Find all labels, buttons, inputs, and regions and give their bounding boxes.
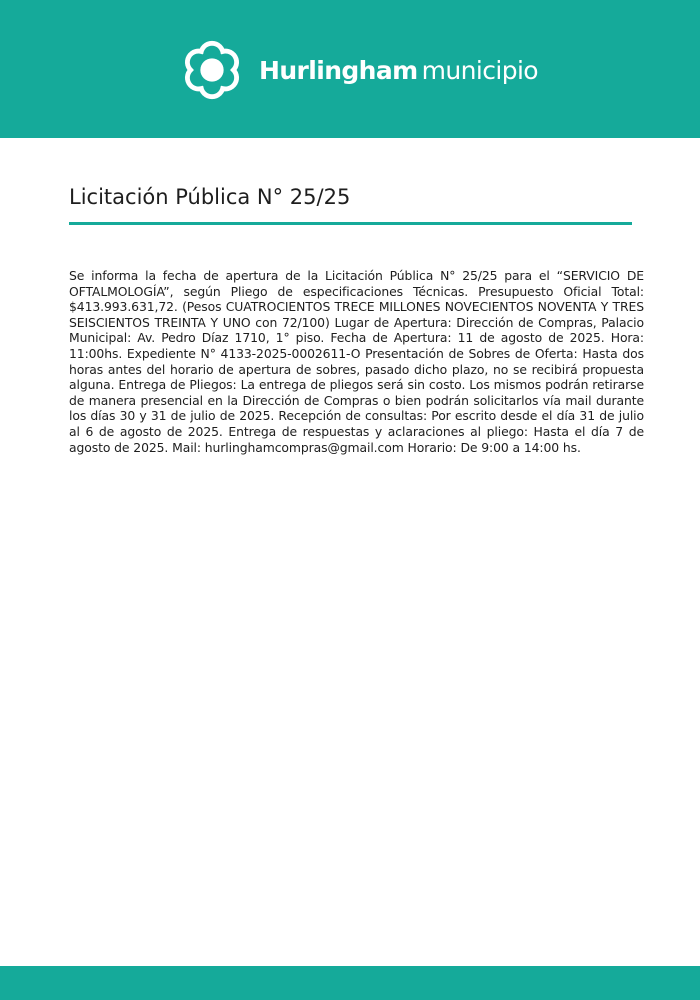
- brand-wordmark: [259, 56, 538, 85]
- header-banner: [0, 0, 700, 138]
- announcement-body: Se informa la fecha de apertura de la Licitación Pública N° 25/25 para el “SERVICIO DE OFTALMOLOGÍA”, según Pliego de especificaciones Técnicas. Presupuesto Oficial Total: $413.993.631,72. (Pesos CUATROCIENTOS TRECE MILLONES NOVECIENTOS NOVENTA Y TRES SEISCIENTOS TREINTA Y UNO con 72/100) Lugar de Apertura: Dirección de Compras, Palacio Municipal: Av. Pedro Díaz 1710, 1° piso. Fecha de Apertura: 11 de agosto de 2025. Hora: 11:00hs. Expediente N° 4133-2025-0002611-O Presentación de Sobres de Oferta: Hasta dos horas antes del horario de apertura de sobres, pasado dicho plazo, no se recibirá propuesta alguna. Entrega de Pliegos: La entrega de pliegos será sin costo. Los mismos podrán retirarse de manera presencial en la Dirección de Compras o bien podrán solicitarlos vía mail durante los días 30 y 31 de julio de 2025. Recepción de consultas: Por escrito desde el día 31 de julio al 6 de agosto de 2025. Entrega de respuestas y aclaraciones al pliego: Hasta el día 7 de agosto de 2025. Mail: hurlinghamcompras@gmail.com Horario: De 9:00 a 14:00 hs.: [69, 268, 644, 455]
- page-title: Licitación Pública N° 25/25: [69, 185, 351, 209]
- municipal-logo: [179, 35, 538, 105]
- flower-icon: [179, 37, 245, 103]
- brand-suffix: municipio: [421, 55, 538, 85]
- footer-bar: [0, 966, 700, 1000]
- title-divider: [69, 222, 632, 225]
- brand-name: Hurlingham: [259, 55, 418, 85]
